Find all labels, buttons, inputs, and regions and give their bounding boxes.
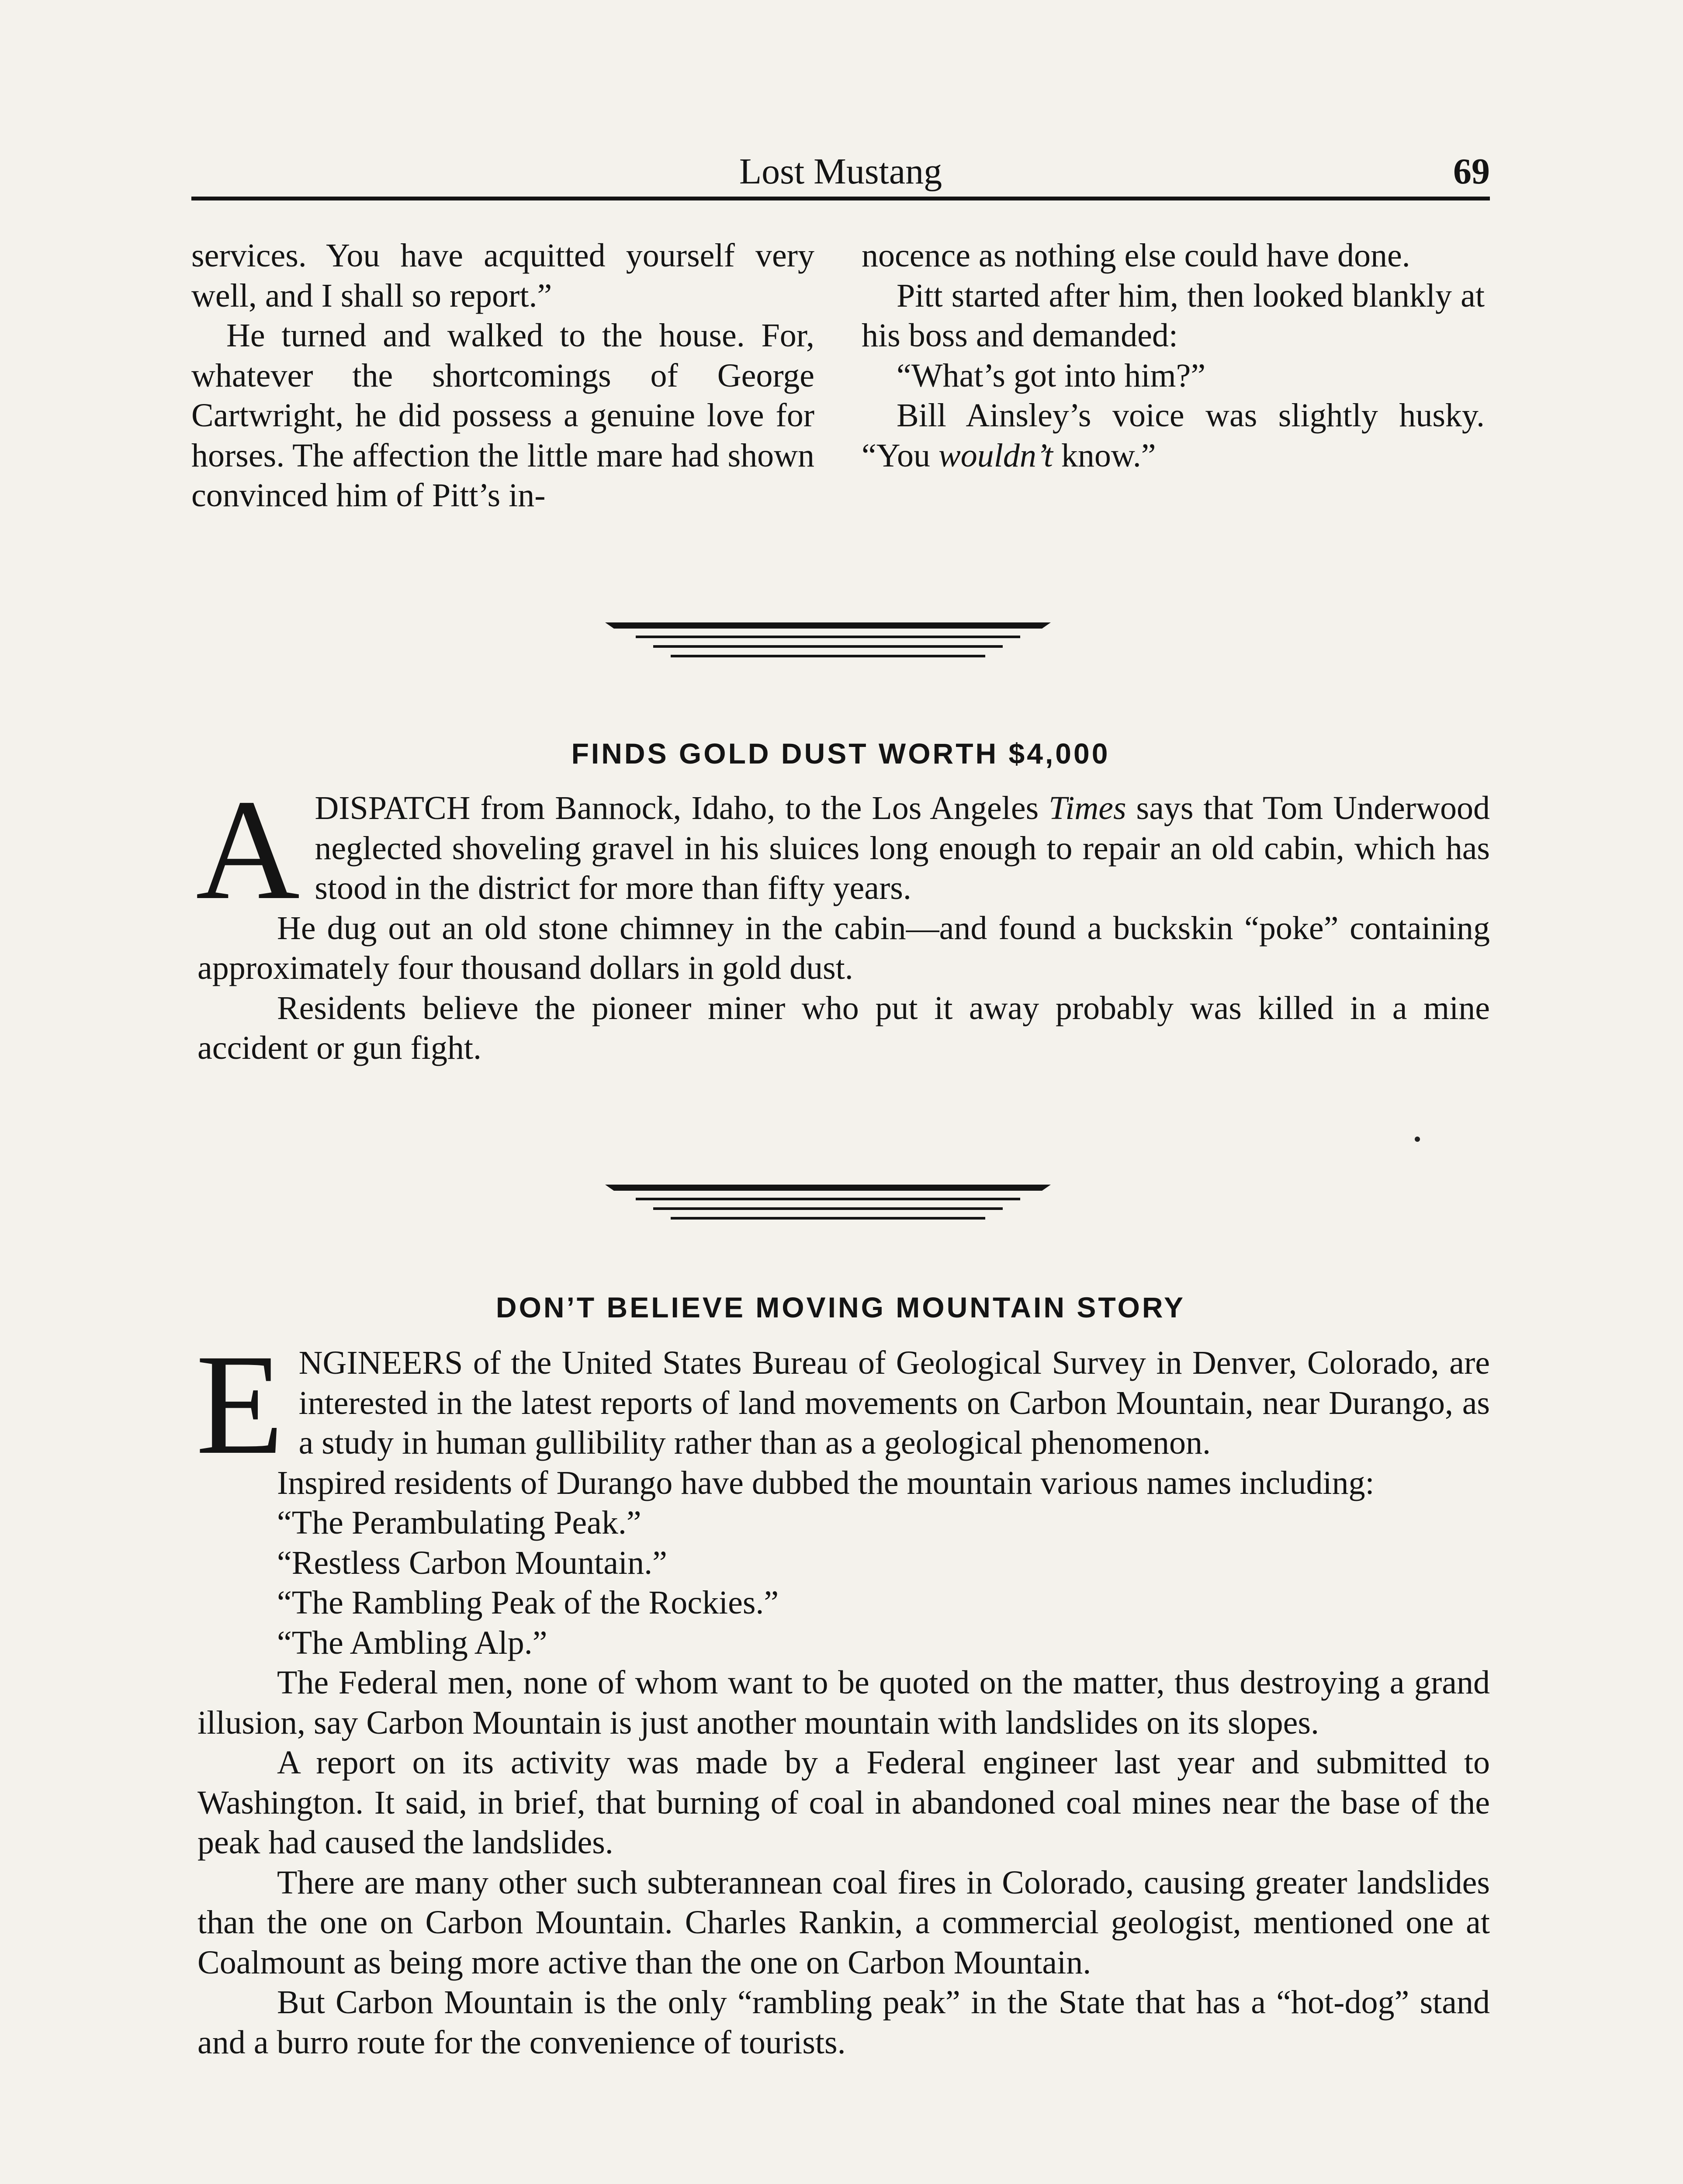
ornamental-divider: [605, 1185, 1051, 1228]
story-paragraph: He turned and walked to the house. For, whatever the shortcomings of George Cartwright, he did possess a genuine love for horses. The affection the little mare had shown convinced him of Pitt’s in-: [191, 317, 814, 514]
article-moving-mountain: [196, 1325, 1490, 2063]
drop-cap: A: [196, 770, 300, 930]
article-paragraph: Residents believe the pioneer miner who put it away probably was killed in a mine accident or gun fight.: [197, 989, 1490, 1066]
mountain-name: “The Ambling Alp.”: [277, 1624, 547, 1661]
article-text: NGINEERS of the United States Bureau of Geological Survey in Denver, Colorado, are interested in the latest reports of land movements on Carbon Mountain, near Durango, as a study in human gullibility rather than as a geological phenomenon.: [298, 1344, 1490, 1461]
drop-cap: E: [196, 1325, 284, 1484]
running-title: Lost Mustang: [739, 151, 942, 192]
article-paragraph: Inspired residents of Durango have dubbed the mountain various names including:: [277, 1464, 1375, 1501]
running-header: [191, 148, 1490, 204]
mountain-name: “The Rambling Peak of the Rockies.”: [277, 1584, 779, 1621]
article-text: DISPATCH from Bannock, Idaho, to the Los Angeles: [315, 790, 1049, 826]
mountain-name: “Restless Carbon Mountain.”: [277, 1544, 667, 1581]
story-text: know.”: [1053, 437, 1156, 474]
mountain-name: “The Perambulating Peak.”: [277, 1504, 641, 1541]
story-column-right: [862, 236, 1485, 476]
article-headline: FINDS GOLD DUST WORTH $4,000: [571, 737, 1110, 770]
emphasis-text: wouldn’t: [938, 437, 1053, 474]
article-paragraph: There are many other such subterannean coal fires in Colorado, causing greater landslides than the one on Carbon Mountain. Charles Rankin, a commercial geologist, mentioned one at Coalmount as being more active than the one on Carbon Mountain.: [197, 1864, 1490, 1981]
article-paragraph: The Federal men, none of whom want to be quoted on the matter, thus destroying a grand illusion, say Carbon Mountain is just another mountain with landslides on its slopes.: [197, 1664, 1490, 1741]
divider-lines-icon: [605, 622, 1051, 666]
story-text: Bill Ainsley’s voice was slightly husky. “You: [862, 397, 1485, 474]
story-paragraph: nocence as nothing else could have done.: [862, 237, 1410, 274]
header-rule: [191, 197, 1490, 200]
article-gold-dust: [196, 770, 1490, 1068]
article-paragraph: He dug out an old stone chimney in the cabin—and found a buckskin “poke” containing approximately four thousand dollars in gold dust.: [197, 909, 1490, 986]
print-speck: [1415, 1137, 1420, 1142]
story-paragraph: [862, 396, 1485, 476]
article-paragraph: [196, 770, 1490, 930]
article-paragraph: But Carbon Mountain is the only “rambling peak” in the State that has a “hot-dog” stand and a burro route for the convenience of tourists.: [197, 1984, 1490, 2061]
page-number: 69: [1453, 151, 1490, 192]
article-paragraph: A report on its activity was made by a Federal engineer last year and submitted to Washington. It said, in brief, that burning of coal in abandoned coal mines near the base of the peak had caused the landslides.: [197, 1744, 1490, 1861]
story-paragraph: Pitt started after him, then looked blankly at his boss and demanded:: [862, 277, 1485, 354]
story-column-left: [191, 236, 814, 516]
article-text: says that Tom Underwood neglected shoveling gravel in his sluices long enough to repair an old cabin, which has stood in the district for more than fifty years.: [315, 790, 1490, 906]
story-paragraph: services. You have acquitted yourself very well, and I shall so report.”: [191, 237, 814, 314]
divider-lines-icon: [605, 1185, 1051, 1228]
ornamental-divider: [605, 622, 1051, 666]
story-paragraph: “What’s got into him?”: [897, 357, 1206, 394]
emphasis-text: Times: [1049, 790, 1126, 826]
article-headline: DON’T BELIEVE MOVING MOUNTAIN STORY: [495, 1291, 1186, 1324]
